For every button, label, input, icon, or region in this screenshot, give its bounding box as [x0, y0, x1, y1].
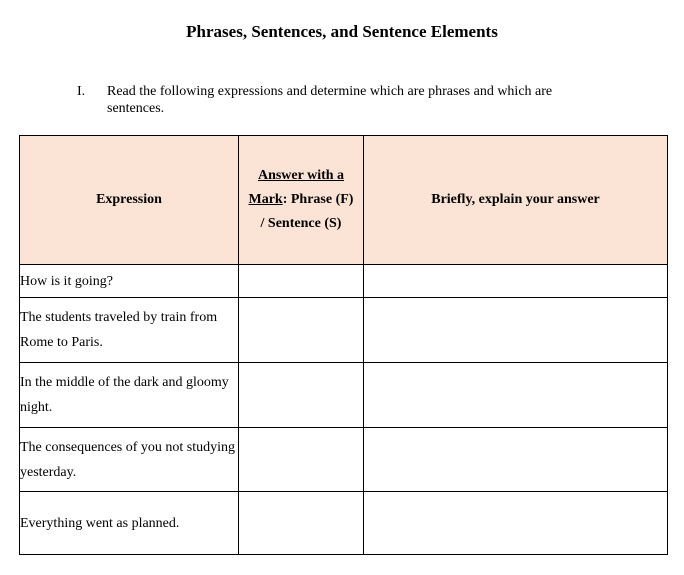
header-mark-word: Mark: [248, 192, 283, 207]
header-mark-sentence: / Sentence (S): [260, 216, 342, 231]
mark-cell[interactable]: [239, 298, 364, 363]
header-explain: Briefly, explain your answer: [364, 136, 668, 265]
expression-cell: Everything went as planned.: [20, 492, 239, 555]
header-expression: Expression: [20, 136, 239, 265]
explanation-cell[interactable]: [364, 265, 668, 298]
expression-cell: In the middle of the dark and gloomy night.: [20, 363, 239, 428]
table-row: [20, 492, 668, 555]
header-row: [20, 136, 668, 265]
header-mark: [239, 136, 364, 265]
mark-cell[interactable]: [239, 265, 364, 298]
explanation-cell[interactable]: [364, 298, 668, 363]
table-row: [20, 265, 668, 298]
table-row: [20, 363, 668, 428]
explanation-cell[interactable]: [364, 428, 668, 492]
expression-cell: The consequences of you not studying yesterday.: [20, 428, 239, 492]
mark-cell[interactable]: [239, 428, 364, 492]
table-row: [20, 298, 668, 363]
mark-cell[interactable]: [239, 363, 364, 428]
worksheet-table: [19, 135, 668, 555]
mark-cell[interactable]: [239, 492, 364, 555]
explanation-cell[interactable]: [364, 363, 668, 428]
expression-cell: How is it going?: [20, 265, 239, 298]
table-row: [20, 428, 668, 492]
explanation-cell[interactable]: [364, 492, 668, 555]
instruction-text: Read the following expressions and determine which are phrases and which are sentences.: [107, 84, 553, 116]
header-mark-line1: Answer with a: [257, 168, 345, 183]
header-mark-phrase: : Phrase (F): [282, 192, 354, 207]
section-number: I.: [77, 84, 86, 99]
page-title: Phrases, Sentences, and Sentence Elements: [186, 22, 498, 41]
expression-cell: The students traveled by train from Rome to Paris.: [20, 298, 239, 363]
